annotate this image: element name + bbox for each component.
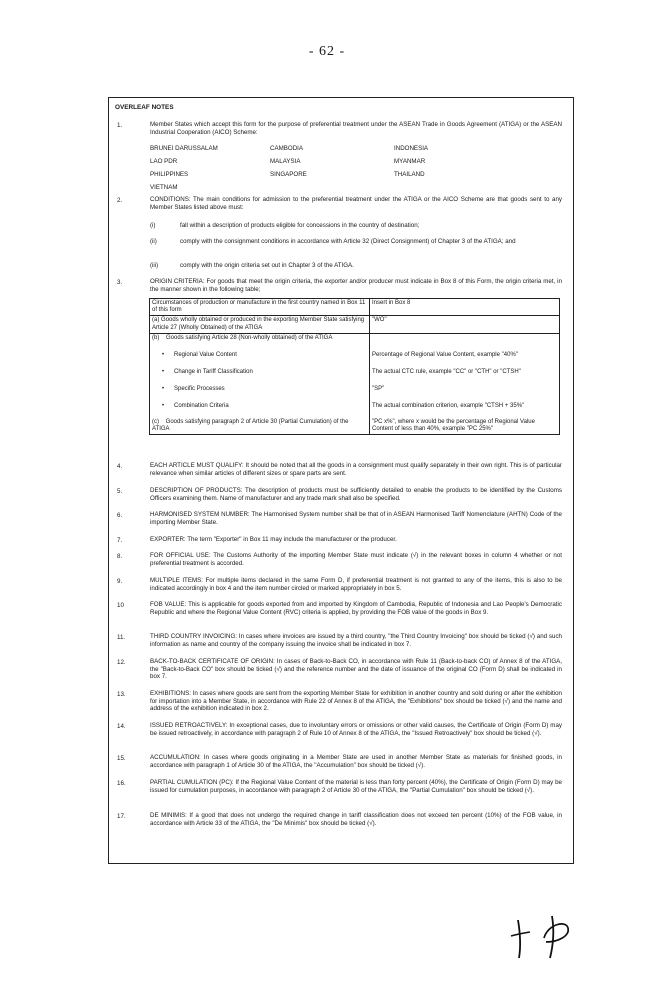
table-header-row [150,299,560,316]
condition-number: (iii) [150,262,159,269]
note-text: EXPORTER: The term "Exporter" in Box 11 may include the manufacturer or the producer. [150,536,397,543]
sub-row-value: The actual combination criterion, example "CTSH + 35%" [372,402,525,409]
table-cell: "PC x%", where x would be the percentage of Regional Value Content of less than 40%, example "PC 25%" [370,418,560,435]
note-number: 2. [117,197,123,204]
bullet-icon: • [161,369,165,376]
table-cell [150,316,370,333]
table-cell [150,333,370,418]
table-row [150,418,560,435]
note-text: DESCRIPTION OF PRODUCTS: The description of products must be sufficiently detailed to enable the products to be identified by the Customs Officers examining them. Name of manufacturer and any trade mark shall also be specified. [150,487,562,502]
table-cell [150,418,370,435]
note-text: DE MINIMIS: If a good that does not undergo the required change in tariff classification does not exceed ten percent (10%) of the FOB value, in accordance with Article 33 of the ATIGA, the "De Minimis" box should be ticked (√). [150,812,562,827]
page-number: - 62 - [308,44,346,59]
note-text: EXHIBITIONS: In cases where goods are sent from the exporting Member State for exhibition in another country and sold during or after the exhibition for importation into a Member State, in accordance with Rule 22 of Annex 8 of the ATIGA, the "Exhibitions" box should be ticked (√) and the name and address of the exhibition indicated in box 2. [150,690,562,713]
row-label: (a) [152,317,160,324]
country-name: INDONESIA [394,145,429,152]
note-number: 17. [117,813,126,820]
note-number: 12. [117,659,126,666]
note-text: FOB VALUE: This is applicable for goods exported from and imported by Kingdom of Cambodia, Republic of Indonesia and Lao People's Democratic Republic and where the Regional Value Content (RVC) criteria is applied, by providing the FOB value of the goods in Box 9. [150,601,562,616]
origin-criteria-table [149,298,560,435]
sub-row-value: "SP" [372,385,385,392]
note-number: 5. [117,488,123,495]
country-name: CAMBODIA [270,145,304,152]
note-text: FOR OFFICIAL USE: The Customs Authority of the importing Member State must indicate (√) in the relevant boxes in column 4 whether or not preferential treatment is accorded. [150,552,562,567]
condition-text: comply with the origin criteria set out in Chapter 3 of the ATIGA. [180,262,354,269]
condition-text: fall within a description of products eligible for concessions in the country of destination; [180,222,420,229]
table-header-right: Insert in Box 8 [370,299,560,316]
table-cell: "WO" [370,316,560,333]
sub-row-value: The actual CTC rule, example "CC" or "CTH" or "CTSH" [372,368,521,375]
note-number: 10 [117,602,124,609]
note-number: 11. [117,634,126,641]
country-name: THAILAND [394,171,425,178]
note-number: 4. [117,463,123,470]
row-text: Goods satisfying paragraph 2 of Article 30 (Partial Cumulation) of the ATIGA [152,419,349,433]
note-number: 16. [117,780,126,787]
country-name: MALAYSIA [270,158,301,165]
handwritten-initials [508,912,578,962]
note-text: EACH ARTICLE MUST QUALIFY: It should be noted that all the goods in a consignment must qualify separately in their own right. This is of particular relevance when similar articles of different sizes or spare parts are sent. [150,462,562,477]
row-text: Goods wholly obtained or produced in the exporting Member State satisfying Article 27 (Wholly Obtained) of the ATIGA [152,317,365,331]
note-text: Member States which accept this form for the purpose of preferential treatment under the ASEAN Trade in Goods Agreement (ATIGA) or the ASEAN Industrial Cooperation (AICO) Scheme: [150,121,562,136]
country-name: SINGAPORE [270,171,307,178]
note-number: 9. [117,578,123,585]
overleaf-heading: OVERLEAF NOTES [115,104,174,111]
table-row [150,316,560,333]
country-name: VIETNAM [150,184,178,191]
table-header-left: Circumstances of production or manufacture in the first country named in Box 11 of this form [150,299,370,316]
note-number: 14. [117,723,126,730]
note-number: 13. [117,691,126,698]
country-name: PHILIPPINES [150,171,189,178]
row-label: (c) [152,419,159,426]
row-text: Goods satisfying Article 28 (Non-wholly obtained) of the ATIGA [166,334,333,341]
note-number: 7. [117,537,123,544]
note-number: 8. [117,553,123,560]
bullet-icon: • [161,386,165,393]
sub-row-text: Combination Criteria [174,403,229,410]
country-name: MYANMAR [394,158,426,165]
note-text: PARTIAL CUMULATION (PC): If the Regional Value Content of the material is less than forty percent (40%), the Certificate of Origin (Form D) may be issued for cumulation purposes, in accordance with paragraph 2 of Article 30 of the ATIGA, the "Partial Cumulation" box should be ticked (√). [150,779,562,794]
note-text: MULTIPLE ITEMS: For multiple items declared in the same Form D, if preferential treatment is not granted to any of the items, this is also to be indicated accordingly in box 4 and the item number circled or marked appropriately in box 5. [150,577,562,592]
note-number: 1. [117,122,123,129]
country-name: LAO PDR [150,158,178,165]
condition-number: (i) [150,222,156,229]
condition-number: (ii) [150,238,157,245]
table-cell [370,333,560,418]
note-text: ISSUED RETROACTIVELY: In exceptional cases, due to involuntary errors or omissions or other valid causes, the Certificate of Origin (Form D) may be issued retroactively, in accordance with paragraph 2 of Rule 10 of Annex 8 of the ATIGA, the "Issued Retroactively" box should be ticked (√). [150,722,562,737]
note-number: 6. [117,512,123,519]
note-text: CONDITIONS: The main conditions for admission to the preferential treatment under the ATIGA or the AICO Scheme are that goods sent to any Member States listed above must: [150,196,562,211]
note-text: THIRD COUNTRY INVOICING: In cases where invoices are issued by a third country, "the Third Country Invoicing" box should be ticked (√) and such information as name and country of the company issuing the invoice shall be indicated in box 7. [150,633,562,648]
overleaf-notes-frame [108,97,574,864]
table-row [150,333,560,418]
sub-row-text: Specific Processes [174,386,225,393]
sub-row-text: Change in Tariff Classification [174,369,253,376]
note-text: ORIGIN CRITERIA: For goods that meet the origin criteria, the exporter and/or producer must indicate in Box 8 of this Form, the origin criteria met, in the manner shown in the following table; [150,278,562,293]
note-text: ACCUMULATION: In cases where goods originating in a Member State are used in another Member State as materials for finished goods, in accordance with paragraph 1 of Article 30 of the ATIGA, the "Accumulation" box should be ticked (√). [150,754,562,769]
note-text: BACK-TO-BACK CERTIFICATE OF ORIGIN: In cases of Back-to-Back CO, in accordance with Rule 11 (Back-to-back CO) of Annex 8 of the ATIGA, the "Back-to-Back CO" box should be ticked (√) and the reference number and the date of issuance of the original CO (Form D) shall be indicated in box 7. [150,658,562,681]
sub-row-value: Percentage of Regional Value Content, example "40%" [372,351,518,358]
condition-text: comply with the consignment conditions in accordance with Article 32 (Direct Consignment) of Chapter 3 of the ATIGA; and [180,238,516,245]
bullet-icon: • [161,352,165,359]
row-label: (b) [152,334,160,341]
sub-row-text: Regional Value Content [174,352,237,359]
country-name: BRUNEI DARUSSALAM [150,145,218,152]
note-number: 3. [117,279,123,286]
bullet-icon: • [161,403,165,410]
note-number: 15. [117,755,126,762]
note-text: HARMONISED SYSTEM NUMBER: The Harmonised System number shall be that of in ASEAN Harmonised Tariff Nomenclature (AHTN) Code of the importing Member State. [150,511,562,526]
